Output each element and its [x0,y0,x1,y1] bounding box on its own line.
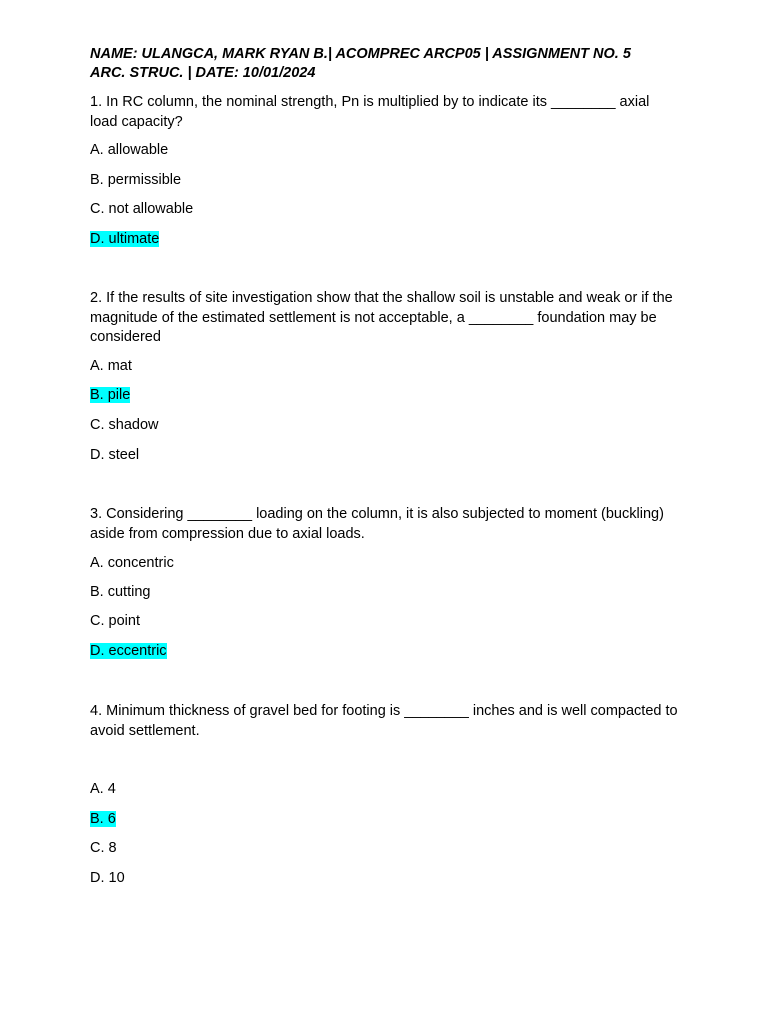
question-1-option-d-highlighted: D. ultimate [90,231,160,247]
header-line-2: ARC. STRUC. | DATE: 10/01/2024 [90,65,316,81]
question-1-text: 1. In RC column, the nominal strength, Pn is multiplied by to indicate its ________ axial load capacity? [90,94,650,130]
question-3-option-b: B. cutting [90,584,151,600]
question-2-option-c: C. shadow [90,417,159,433]
question-3-option-d-highlighted: D. eccentric [90,643,167,659]
question-2-option-a: A. mat [90,358,132,374]
question-4-option-a: A. 4 [90,781,116,797]
question-3-option-c: C. point [90,613,140,629]
question-4-option-b-highlighted: B. 6 [90,811,116,827]
question-1-option-a: A. allowable [90,142,169,158]
question-2-option-b-highlighted: B. pile [90,387,131,403]
question-3-text: 3. Considering ________ loading on the column, it is also subjected to moment (buckling) aside from compression due to axial loads. [90,506,664,542]
question-4-text: 4. Minimum thickness of gravel bed for footing is ________ inches and is well compacted to avoid settlement. [90,703,678,739]
document-header [90,45,690,83]
question-2-option-d: D. steel [90,447,140,463]
question-1-option-b: B. permissible [90,172,182,188]
header-line-1: NAME: ULANGCA, MARK RYAN B.| ACOMPREC ARCP05 | ASSIGNMENT NO. 5 [90,46,631,62]
question-2-text: 2. If the results of site investigation show that the shallow soil is unstable and weak or if the magnitude of the estimated settlement is not acceptable, a ________ foundation may be considered [90,290,673,345]
question-1-option-c: C. not allowable [90,201,194,217]
question-3-option-a: A. concentric [90,555,174,571]
question-4-option-d: D. 10 [90,870,125,886]
question-4-option-c: C. 8 [90,840,117,856]
